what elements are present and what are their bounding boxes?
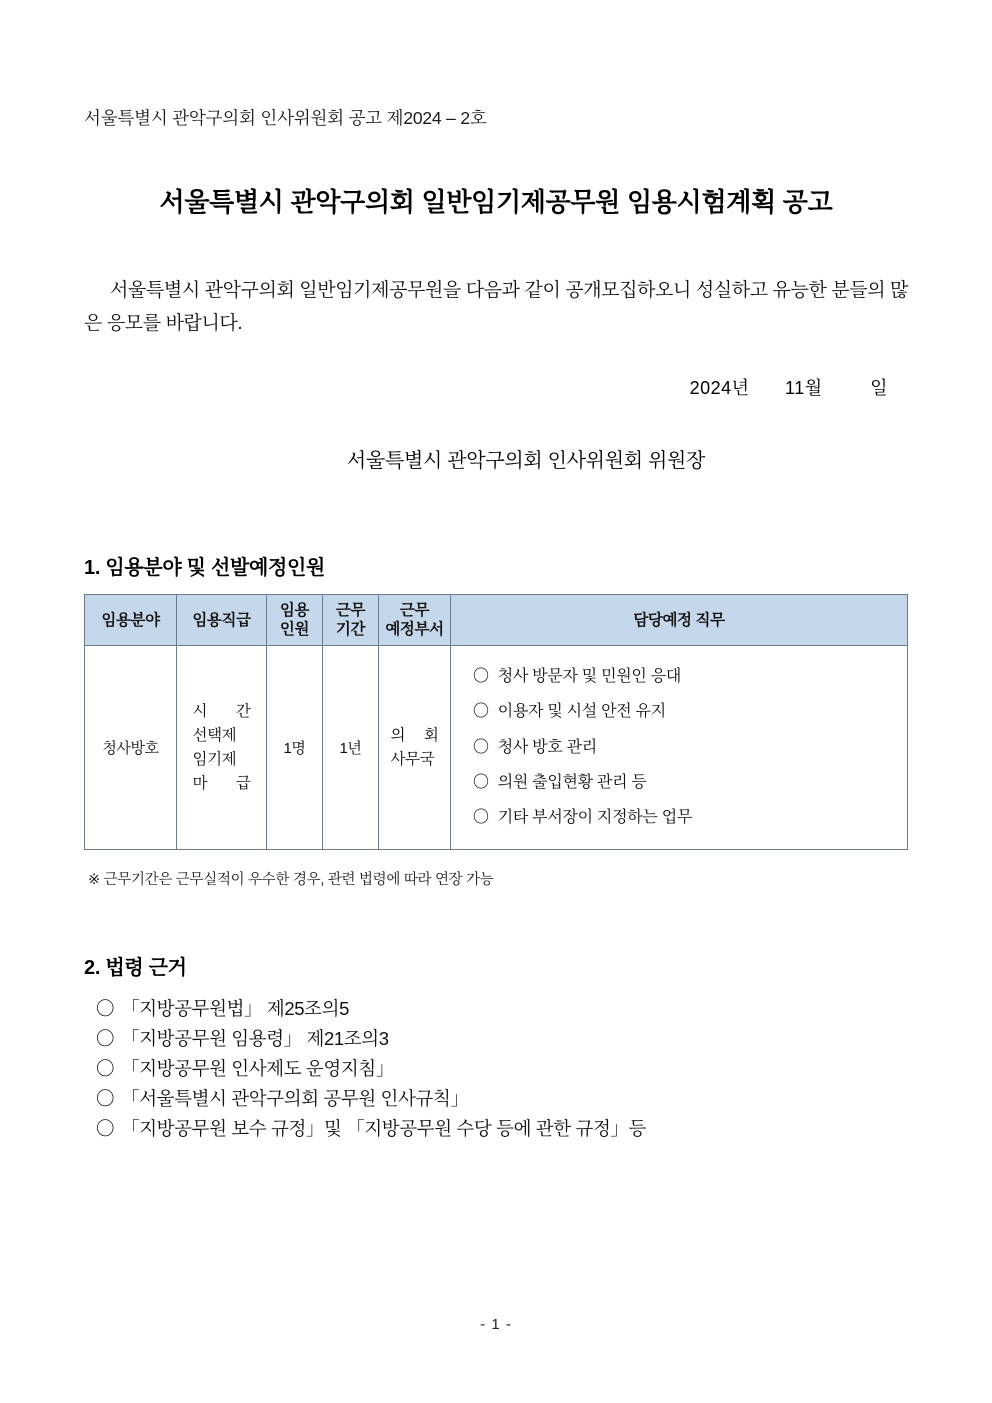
duty-bullet-icon: 〇 [473, 667, 489, 685]
duty-bullet-icon: 〇 [473, 809, 489, 827]
list-item-label: 「지방공무원 임용령」 제21조의3 [121, 1028, 389, 1050]
date-month: 11월 [785, 378, 823, 399]
duty-item [473, 666, 907, 688]
duty-text: 이용자 및 시설 안전 유지 [497, 703, 666, 721]
cell-grade-line3: 임기제 [192, 750, 237, 768]
duty-item [473, 701, 907, 723]
date-line [84, 374, 888, 400]
page-title: 서울특별시 관악구의회 일반임기제공무원 임용시험계획 공고 [159, 187, 833, 217]
date-year: 2024년 [689, 378, 750, 399]
list-item-label: 「지방공무원 보수 규정」및 「지방공무원 수당 등에 관한 규정」등 [121, 1118, 646, 1140]
date-day: 일 [870, 378, 888, 399]
cell-grade-line2: 선택제 [192, 726, 237, 744]
page-number: - 1 - [480, 1316, 512, 1333]
list-item [96, 1084, 908, 1114]
cell-grade-line1: 시 간 [192, 702, 251, 720]
table-header-row [85, 595, 908, 646]
section-2 [84, 951, 908, 1144]
table-row [85, 646, 908, 850]
duty-bullet-icon: 〇 [473, 774, 489, 792]
cell-duties [451, 646, 908, 850]
duty-item [473, 807, 907, 829]
intro-paragraph: 서울특별시 관악구의회 일반임기제공무원을 다음과 같이 공개모집하오니 성실하고 유능한 분들의 많은 응모를 바랍니다. [84, 280, 908, 334]
list-item-label: 「지방공무원 인사제도 운영지침」 [121, 1058, 394, 1080]
column-header-field: 임용분야 [85, 595, 177, 646]
column-header-count-line1: 임용 [279, 601, 310, 619]
list-item [96, 994, 908, 1024]
duty-text: 청사 방문자 및 민원인 응대 [497, 667, 682, 685]
list-bullet-icon: 〇 [96, 1028, 115, 1050]
cell-grade [177, 646, 267, 850]
list-item [96, 1054, 908, 1084]
duty-bullet-icon: 〇 [473, 703, 489, 721]
section-2-heading: 2. 법령 근거 [84, 957, 187, 980]
duty-text: 기타 부서장이 지정하는 업무 [497, 809, 693, 827]
cell-period: 1년 [323, 646, 379, 850]
cell-field: 청사방호 [85, 646, 177, 850]
column-header-duties: 담당예정 직무 [451, 595, 908, 646]
duty-text: 청사 방호 관리 [497, 738, 597, 756]
duty-bullet-icon: 〇 [473, 738, 489, 756]
cell-grade-line4: 마 급 [192, 774, 251, 792]
column-header-dept [379, 595, 451, 646]
column-header-grade: 임용직급 [177, 595, 267, 646]
section-1-heading: 1. 임용분야 및 선발예정인원 [84, 557, 326, 580]
list-item-label: 「지방공무원법」 제25조의5 [121, 998, 349, 1020]
document-number: 서울특별시 관악구의회 인사위원회 공고 제2024 – 2호 [84, 108, 487, 128]
column-header-period-line1: 근무 [335, 601, 366, 619]
column-header-period [323, 595, 379, 646]
list-item [96, 1114, 908, 1144]
duty-text: 의원 출입현황 관리 등 [497, 774, 647, 792]
list-item-label: 「서울특별시 관악구의회 공무원 인사규칙」 [121, 1088, 469, 1110]
law-list [84, 994, 908, 1144]
column-header-dept-line1: 근무 [399, 601, 430, 619]
list-bullet-icon: 〇 [96, 1058, 115, 1080]
duty-item [473, 737, 907, 759]
list-bullet-icon: 〇 [96, 1118, 115, 1140]
cell-count: 1명 [267, 646, 323, 850]
signer-line: 서울특별시 관악구의회 인사위원회 위원장 [346, 450, 706, 473]
cell-dept [379, 646, 451, 850]
column-header-period-line2: 기간 [335, 621, 366, 639]
list-item [96, 1024, 908, 1054]
duty-item [473, 772, 907, 794]
table-note: ※ 근무기간은 근무실적이 우수한 경우, 관련 법령에 따라 연장 가능 [88, 872, 494, 889]
column-header-count-line2: 인원 [279, 621, 310, 639]
list-bullet-icon: 〇 [96, 1088, 115, 1110]
cell-dept-line2: 사무국 [390, 750, 435, 768]
appointment-table [84, 594, 908, 850]
cell-dept-line1: 의 회 [390, 726, 439, 744]
column-header-count [267, 595, 323, 646]
list-bullet-icon: 〇 [96, 998, 115, 1020]
column-header-dept-line2: 예정부서 [385, 621, 444, 639]
